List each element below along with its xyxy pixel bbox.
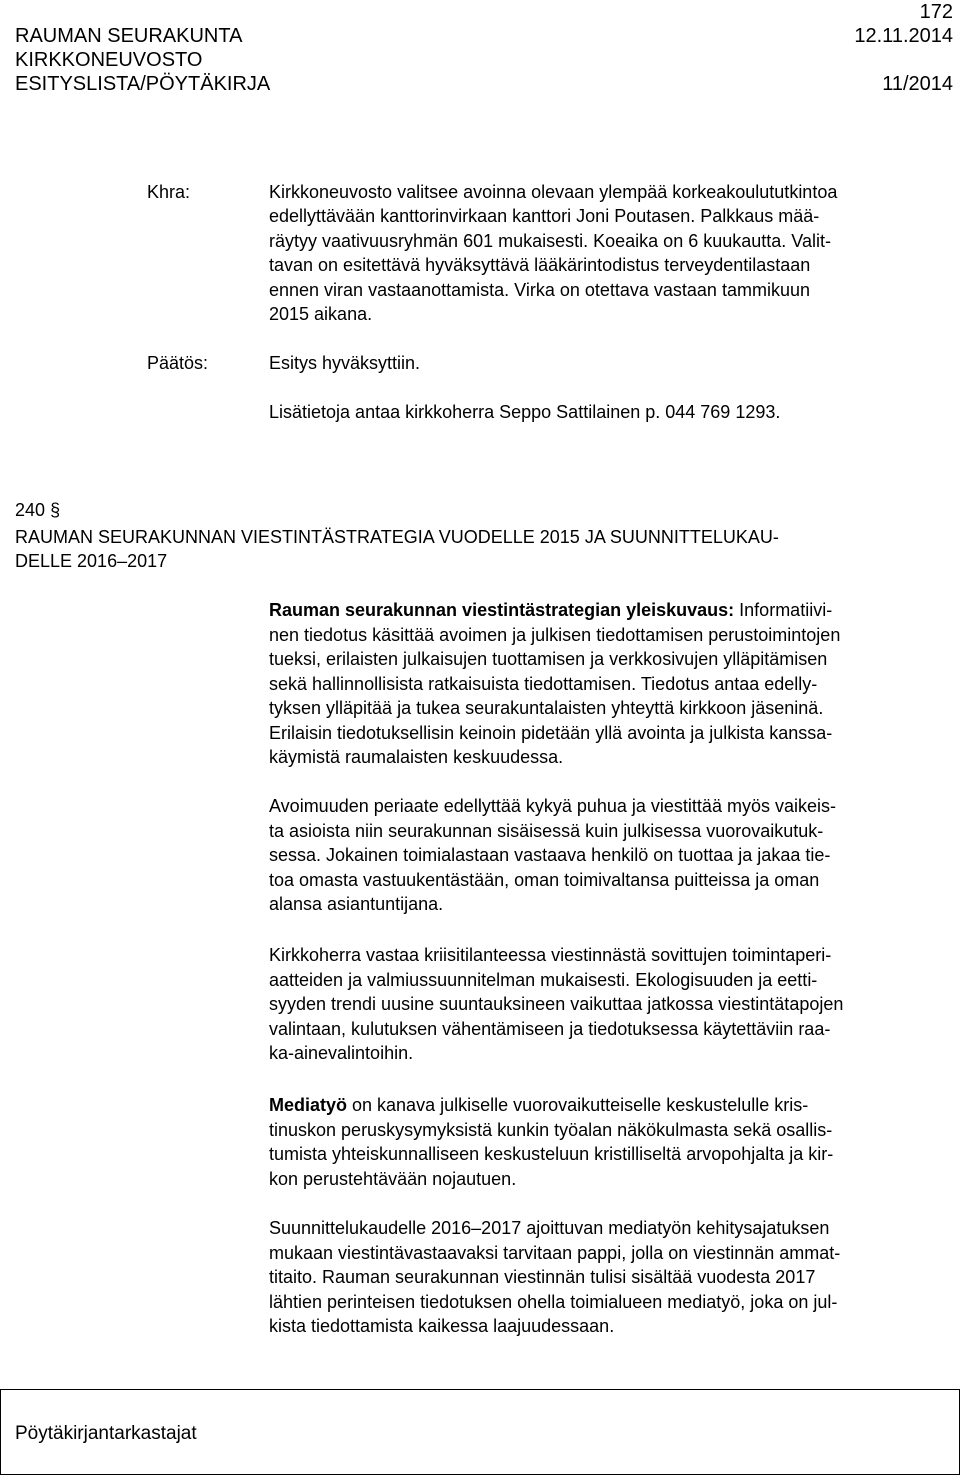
paragraph-media bbox=[269, 1093, 959, 1191]
header-issue: 11/2014 bbox=[882, 73, 953, 95]
paragraph-line: Suunnittelukaudelle 2016–2017 ajoittuvan mediatyön kehitysajatuksen bbox=[269, 1218, 830, 1238]
paragraph-line: ka-ainevalintoihin. bbox=[269, 1043, 414, 1063]
paragraph-line: alansa asiantuntijana. bbox=[269, 894, 444, 914]
header-body: KIRKKONEUVOSTO bbox=[15, 49, 203, 71]
khra-label: Khra: bbox=[147, 182, 191, 202]
khra-line: ennen viran vastaanottamista. Virka on otettava vastaan tammikuun bbox=[269, 280, 810, 300]
paragraph-line: Kirkkoherra vastaa kriisitilanteessa viestinnästä sovittujen toimintaperi- bbox=[269, 945, 832, 965]
khra-line: edellyttävään kanttorinvirkaan kanttori Joni Poutasen. Palkkaus mää- bbox=[269, 206, 820, 226]
page-number: 172 bbox=[919, 1, 953, 23]
paragraph-line: ta asioista niin seurakunnan sisäisessä kuin julkisessa vuorovaikutuk- bbox=[269, 820, 824, 841]
signature-box bbox=[0, 1389, 960, 1475]
paragraph-line: sekä hallinnollisista ratkaisuista tiedottamisen. Tiedotus antaa edelly- bbox=[269, 673, 818, 694]
paragraph-line: kon perustehtävään nojautuen. bbox=[269, 1168, 517, 1189]
khra-line: räytyy vaativuusryhmän 601 mukaisesti. Koeaika on 6 kuukautta. Valit- bbox=[269, 231, 831, 251]
khra-line: 2015 aikana. bbox=[269, 304, 373, 324]
paragraph-line: tyksen ylläpitää ja tukea seurakuntalaisten yhteyttä kirkkoon jäseninä. bbox=[269, 698, 824, 718]
paragraph-line: syyden trendi uusine suuntauksineen vaikuttaa jatkossa viestintätapojen bbox=[269, 994, 844, 1014]
header-org: RAUMAN SEURAKUNTA bbox=[15, 25, 243, 47]
bold-heading: Rauman seurakunnan viestintästrategian yleiskuvaus: bbox=[269, 600, 735, 620]
section-num: 240 bbox=[15, 500, 46, 520]
paragraph-crisis bbox=[269, 943, 959, 1066]
paragraph-line: Mediatyö on kanava julkiselle vuorovaikutteiselle keskustelulle kris- bbox=[269, 1095, 809, 1115]
paragraph-openness bbox=[269, 794, 959, 917]
header-doc-type: ESITYSLISTA/PÖYTÄKIRJA bbox=[15, 73, 271, 95]
paragraph-line: Erilaisin tiedotuksellisin keinoin pidetään yllä avointa ja julkista kanssa- bbox=[269, 722, 833, 743]
paragraph-line: tinuskon peruskysymyksistä kunkin työalan näkökulmasta sekä osallis- bbox=[269, 1119, 833, 1140]
section-title-line: DELLE 2016–2017 bbox=[15, 551, 168, 571]
paragraph-line: kista tiedottamista kaikessa laajuudessaan. bbox=[269, 1316, 615, 1336]
paatos-text: Esitys hyväksyttiin. bbox=[269, 353, 421, 373]
paragraph-line: nen tiedotus käsittää avoimen ja julkisen tiedottamisen perustoimintojen bbox=[269, 624, 841, 645]
paragraph-line: Avoimuuden periaate edellyttää kykyä puhua ja viestittää myös vaikeis- bbox=[269, 796, 836, 816]
paragraph-line: tueksi, erilaisten julkaisujen tuottamisen ja verkkosivujen ylläpitämisen bbox=[269, 649, 828, 669]
info-text: Lisätietoja antaa kirkkoherra Seppo Sattilainen p. 044 769 1293. bbox=[269, 402, 781, 422]
header-row-1 bbox=[15, 24, 953, 48]
section-number bbox=[15, 498, 60, 522]
paragraph-line: sessa. Jokainen toimialastaan vastaava henkilö on tuottaa ja jakaa tie- bbox=[269, 845, 831, 865]
paragraph-line: toa omasta vastuukentästään, oman toimivaltansa puitteissa ja oman bbox=[269, 869, 820, 890]
paragraph-line: käymistä raumalaisten keskuudessa. bbox=[269, 747, 564, 767]
paragraph-line: lähtien perinteisen tiedotuksen ohella toimialueen mediatyö, joka on jul- bbox=[269, 1291, 838, 1312]
khra-line: tavan on esitettävä hyväksyttävä lääkärintodistus terveydentilastaan bbox=[269, 255, 811, 275]
minutes-checkers-label: Pöytäkirjantarkastajat bbox=[15, 1423, 197, 1444]
paragraph-line: valintaan, kulutuksen vähentämiseen ja tiedotuksessa käytettäviin raa- bbox=[269, 1018, 831, 1039]
paragraph-line: Rauman seurakunnan viestintästrategian yleiskuvaus: Informatiivi- bbox=[269, 600, 833, 620]
section-title-line: RAUMAN SEURAKUNNAN VIESTINTÄSTRATEGIA VUODELLE 2015 JA SUUNNITTELUKAU- bbox=[15, 527, 779, 547]
paragraph-line: mukaan viestintävastaavaksi tarvitaan pappi, jolla on viestinnän ammat- bbox=[269, 1242, 841, 1263]
khra-line: Kirkkoneuvosto valitsee avoinna olevaan ylempää korkeakoulututkintoa bbox=[269, 182, 838, 202]
header-row-2 bbox=[15, 48, 953, 72]
header-date: 12.11.2014 bbox=[854, 25, 953, 47]
paatos-label: Päätös: bbox=[147, 353, 209, 373]
header-row-3 bbox=[15, 72, 953, 96]
bold-heading: Mediatyö bbox=[269, 1095, 348, 1115]
section-symbol: § bbox=[50, 500, 61, 520]
paragraph-line: titaito. Rauman seurakunnan viestinnän tulisi sisältää vuodesta 2017 bbox=[269, 1267, 816, 1287]
paragraph-overview bbox=[269, 598, 959, 770]
paragraph-line: tumista yhteiskunnalliseen keskusteluun kristilliseltä arvopohjalta ja kir- bbox=[269, 1144, 834, 1164]
paragraph-line: aatteiden ja valmiussuunnitelman mukaisesti. Ekologisuuden ja eetti- bbox=[269, 969, 818, 990]
paragraph-planning bbox=[269, 1216, 959, 1339]
